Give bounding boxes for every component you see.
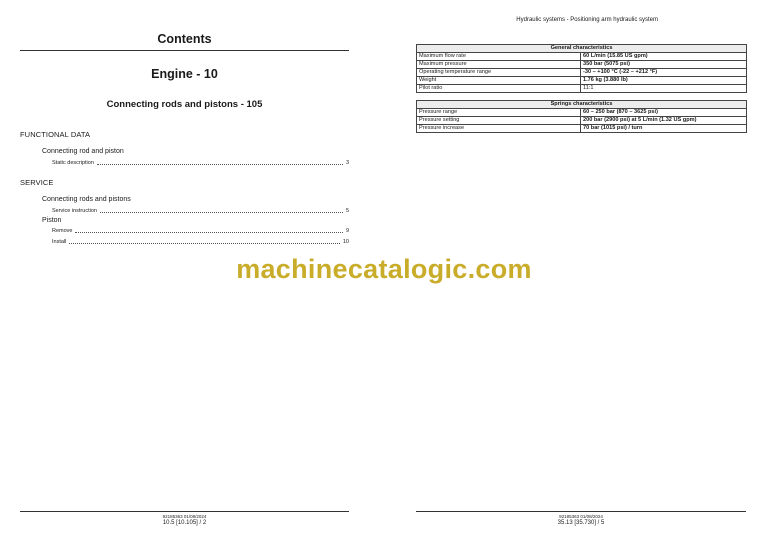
toc-entry-label: Remove — [52, 228, 73, 234]
toc-entry-label: Static description — [52, 160, 94, 166]
toc-entry-service-instruction[interactable] — [52, 205, 349, 214]
title-divider — [20, 50, 349, 51]
contents-title: Contents — [157, 32, 212, 46]
subgroup-heading: Connecting rods and pistons — [42, 196, 131, 203]
row-label: Pilot ratio — [417, 85, 581, 93]
row-value: 70 bar (1015 psi) / turn — [581, 125, 747, 133]
toc-entry-page: 9 — [345, 228, 349, 234]
table-row — [417, 85, 747, 93]
table-row — [417, 77, 747, 85]
row-label: Maximum pressure — [417, 61, 581, 69]
toc-entry-remove[interactable] — [52, 225, 349, 234]
chapter-title: Connecting rods and pistons - 105 — [106, 99, 263, 110]
section-title: Engine - 10 — [151, 67, 218, 81]
table-row — [417, 69, 747, 77]
toc-leader-dots — [97, 163, 343, 165]
toc-leader-dots — [75, 231, 342, 233]
table-title: General characteristics — [417, 45, 747, 53]
row-value: 200 bar (2900 psi) at 5 L/min (1.32 US gpm) — [581, 117, 747, 125]
table-row — [417, 53, 747, 61]
row-value: 60 L/min (15.85 US gpm) — [581, 53, 747, 61]
footer-divider — [416, 511, 746, 512]
watermark-text: machinecatalogic.com — [236, 254, 532, 284]
row-value: 1.76 kg (3.880 lb) — [581, 77, 747, 85]
page-header-text: Hydraulic systems - Positioning arm hydraulic system — [516, 17, 658, 23]
row-label: Weight — [417, 77, 581, 85]
table-title: Springs characteristics — [417, 101, 747, 109]
table-row — [417, 109, 747, 117]
footer-page-number: 35.13 [35.730] / 5 — [557, 520, 605, 526]
table-row — [417, 61, 747, 69]
footer-page-number: 10.5 [10.105] / 2 — [162, 520, 207, 526]
toc-entry-static-description[interactable] — [52, 157, 349, 166]
row-value: 11:1 — [581, 85, 747, 93]
row-label: Operating temperature range — [417, 69, 581, 77]
toc-entry-page: 3 — [345, 160, 349, 166]
springs-characteristics-table — [416, 100, 747, 133]
row-label: Maximum flow rate — [417, 53, 581, 61]
footer-doc-code: 92185363 01/08/2024 — [162, 514, 207, 519]
row-label: Pressure increase — [417, 125, 581, 133]
toc-entry-page: 5 — [345, 208, 349, 214]
toc-entry-install[interactable] — [52, 236, 349, 245]
toc-leader-dots — [100, 211, 343, 213]
row-label: Pressure range — [417, 109, 581, 117]
toc-entry-label: Service instruction — [52, 208, 97, 214]
row-value: 60 – 250 bar (870 – 3625 psi) — [581, 109, 747, 117]
footer-divider — [20, 511, 349, 512]
row-value: 350 bar (5075 psi) — [581, 61, 747, 69]
general-characteristics-table — [416, 44, 747, 93]
group-heading-functional-data: FUNCTIONAL DATA — [20, 130, 91, 139]
table-row — [417, 117, 747, 125]
subgroup-heading: Connecting rod and piston — [42, 148, 124, 155]
row-value: -30 – +100 °C (-22 – +212 °F) — [581, 69, 747, 77]
row-label: Pressure setting — [417, 117, 581, 125]
toc-leader-dots — [69, 242, 340, 244]
group-heading-service: SERVICE — [20, 178, 54, 187]
footer-doc-code: 92185363 01/08/2024 — [559, 514, 603, 519]
table-row — [417, 125, 747, 133]
subgroup-heading: Piston — [42, 217, 62, 224]
toc-entry-page: 10 — [342, 239, 349, 245]
toc-entry-label: Install — [52, 239, 67, 245]
